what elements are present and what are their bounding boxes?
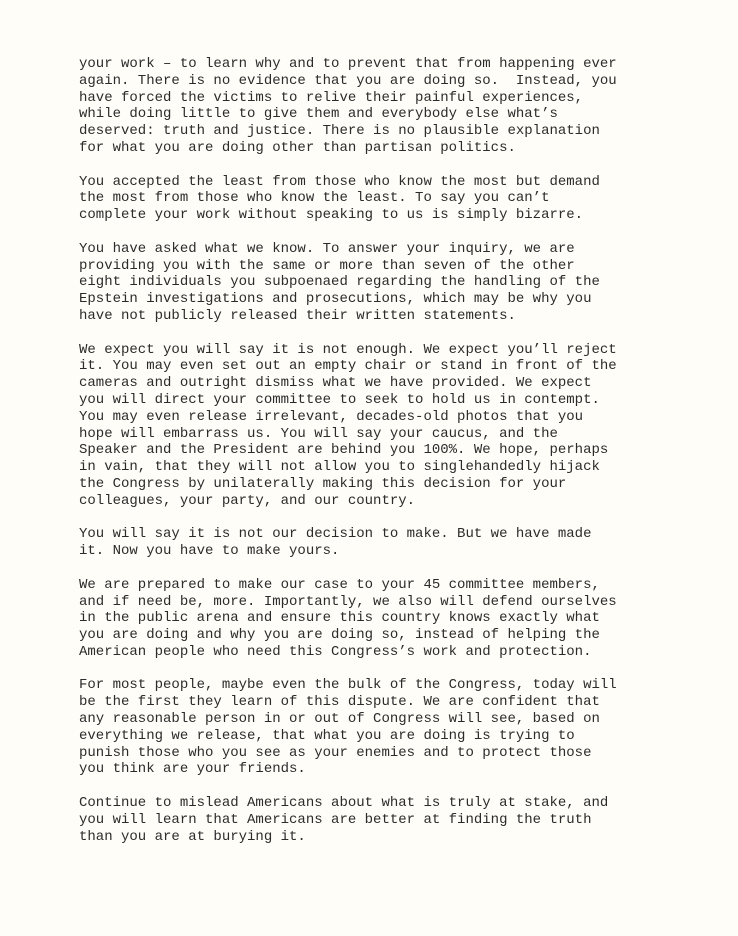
text-line: complete your work without speaking to us is simply bizarre.	[79, 207, 584, 224]
paragraph-4	[79, 342, 699, 510]
text-line: the Congress by unilaterally making this decision for your	[79, 475, 567, 492]
text-line: deserved: truth and justice. There is no plausible explanation	[79, 123, 600, 140]
text-line: colleagues, your party, and our country.	[79, 492, 416, 509]
text-line: again. There is no evidence that you are doing so. Instead, you	[79, 72, 617, 89]
text-line: For most people, maybe even the bulk of the Congress, today will	[79, 677, 617, 694]
text-line: American people who need this Congress’s work and protection.	[79, 643, 592, 660]
text-line: you will learn that Americans are better at finding the truth	[79, 811, 592, 828]
text-line: You accepted the least from those who know the most but demand	[79, 173, 600, 190]
text-line: Continue to mislead Americans about what is truly at stake, and	[79, 795, 609, 812]
paragraph-7	[79, 677, 699, 778]
text-line: have not publicly released their written statements.	[79, 307, 516, 324]
text-line: be the first they learn of this dispute. We are confident that	[79, 694, 600, 711]
text-line: in vain, that they will not allow you to singlehandedly hijack	[79, 459, 600, 476]
text-line: You may even release irrelevant, decades-old photos that you	[79, 408, 584, 425]
text-line: you will direct your committee to seek to hold us in contempt.	[79, 391, 600, 408]
paragraph-1	[79, 56, 699, 157]
text-line: while doing little to give them and everybody else what’s	[79, 106, 558, 123]
paragraph-2	[79, 174, 699, 224]
text-line: it. You may even set out an empty chair or stand in front of the	[79, 358, 617, 375]
text-line: punish those who you see as your enemies and to protect those	[79, 744, 592, 761]
text-line: You have asked what we know. To answer your inquiry, we are	[79, 240, 575, 257]
text-line: and if need be, more. Importantly, we also will defend ourselves	[79, 593, 617, 610]
text-line: Speaker and the President are behind you 100%. We hope, perhaps	[79, 442, 609, 459]
text-line: the most from those who know the least. To say you can’t	[79, 190, 550, 207]
text-line: hope will embarrass us. You will say your caucus, and the	[79, 425, 558, 442]
paragraph-3	[79, 241, 699, 325]
text-line: it. Now you have to make yours.	[79, 543, 340, 560]
paragraph-6	[79, 577, 699, 661]
text-line: your work – to learn why and to prevent that from happening ever	[79, 56, 617, 72]
letter-body	[79, 56, 699, 862]
paragraph-8	[79, 795, 699, 845]
text-line: You will say it is not our decision to make. But we have made	[79, 526, 592, 543]
text-line: cameras and outright dismiss what we have provided. We expect	[79, 375, 592, 392]
text-line: eight individuals you subpoenaed regarding the handling of the	[79, 274, 600, 291]
text-line: than you are at burying it.	[79, 828, 306, 845]
text-line: you are doing and why you are doing so, instead of helping the	[79, 627, 600, 644]
text-line: any reasonable person in or out of Congress will see, based on	[79, 711, 600, 728]
text-line: in the public arena and ensure this country knows exactly what	[79, 610, 600, 627]
text-line: everything we release, that what you are doing is trying to	[79, 727, 575, 744]
text-line: you think are your friends.	[79, 761, 306, 778]
text-line: for what you are doing other than partisan politics.	[79, 139, 516, 156]
text-line: have forced the victims to relive their painful experiences,	[79, 89, 584, 106]
text-line: Epstein investigations and prosecutions, which may be why you	[79, 291, 592, 308]
text-line: providing you with the same or more than seven of the other	[79, 257, 575, 274]
text-line: We expect you will say it is not enough. We expect you’ll reject	[79, 341, 617, 358]
paragraph-5	[79, 526, 699, 560]
text-line: We are prepared to make our case to your 45 committee members,	[79, 576, 600, 593]
